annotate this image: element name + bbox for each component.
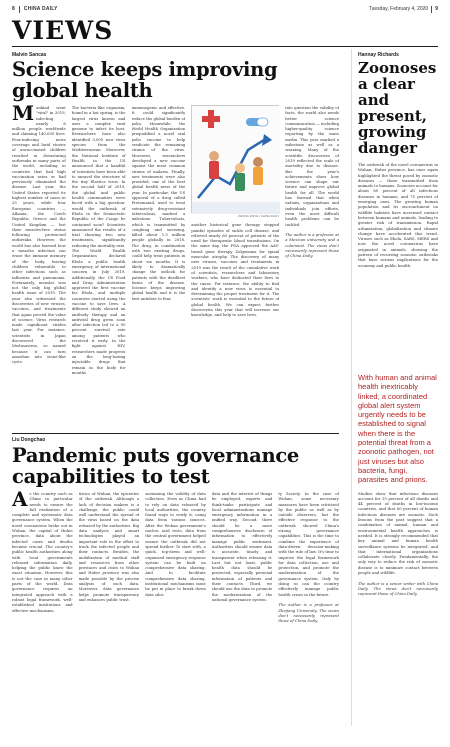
sidebar-body: The outbreak of the novel coronavirus in Wuhan, Hubei province, has once again highlighted the threat posed by zoonotic diseases — those transmitted from animals to humans. Zoonoses account for about 60 percent of all infectious diseases in humans, and 75 percent of emerging ones. The growing human population and its encroachment on wildlife habitats have increased contact between humans and animals, leading to greater risk of transmission. Rapid urbanization, globalization and climate change have accelerated this trend. Viruses such as Ebola, SARS, MERS and now the novel coronavirus have originated in animals, showing the pattern of recurring zoonotic outbreaks that have serious implications for the economy and public health.	[358, 162, 438, 268]
article-column-2	[79, 491, 140, 719]
column-text: immunogenic and effective. It could significantly reduce the global burden of polio. Meanwhile, the World Health Organization prequalified a novel oral polio vaccine to help eradicate the remaining strains of the virus. Moreover, researchers developed a new vaccine against the most common strains of malaria. Finally, new treatments were also provided, one of the best global health news of the year. In particular, the US approval of a drug called Pretomanid, used to treat extensively drug-resistant tuberculosis, marked a milestone. Tuberculosis, which is transmitted by coughing and sneezing, killed about 1.5 million people globally in 2018. The drug, in combination with two existing drugs, could help treat patients in about six months. It is likely to dramatically change the outlook for patients with the deadliest forms of the disease. Science keeps improving global health and it is the best antidote to fear.	[131, 105, 186, 301]
column-text: s the country such as China in particular needs to ensure the full realization of a complete and systematic data governance system. When the novel coronavirus broke out in Wuhan, the capital of Hubei province, data about the infected cases and deaths became crucial. The country's public health authorities along with local governments released information daily, helping the public know the exact situation. However, this is not the case in many other parts of the world. Data governance requires an integrated approach with a robust legal framework, well-established institutions and effective mechanisms.	[12, 491, 73, 613]
sidebar-headline: Zoonoses a clear and present, growing danger	[358, 59, 437, 157]
accent-bar	[431, 6, 432, 13]
illustration-art	[192, 106, 280, 214]
author-note: The author is a senior writer with China Daily. The views don't necessarily represent those of China Daily.	[358, 580, 438, 597]
article-headline: Science keeps improving global health	[12, 58, 278, 102]
sidebar-body: Studies show that infectious diseases account for 15 percent of all deaths and 44 percent of deaths in low-income countries, and that 60 percent of human infectious diseases are zoonotic. Such lessons from the past suggest that a combination of animal, human and environmental health approaches is needed. It is strongly recommended that key animal and human health surveillance systems be integrated, and that international organizations collaborate closely. Fundamentally, the only way to reduce the risk of zoonotic disease is to minimize contact between people and wildlife.	[358, 490, 438, 576]
column-text: data and the interest of things be employed, experts and think-tanks participate and local administrations manage emergency information in a unified way. Second, there should be a more comprehensive disclosure of information to effectively manage public sentiment. Authorities should ensure data is accurate, timely and transparent when releasing it. Last but not least, public health data should be protected, especially personal information of patients and their contacts. Third, we should use the data to promote the modernization of the national governance system.	[211, 491, 273, 602]
article-column-4	[212, 491, 273, 719]
pull-quote: With human and animal health inextricably linked, a coordinated global alert system urgently needs to be established to signal when there is the potential threat from a zoonotic pathogen, not just viruses but also bacteria, fungi, parasites and prions.	[358, 373, 437, 485]
sidebar-text-1	[358, 162, 438, 367]
article-byline: Malvin Sancas	[12, 52, 47, 58]
drop-cap: M	[12, 105, 35, 125]
article-column-5	[278, 491, 339, 719]
column-text: tistics of Wuhan, the epicenter of the outbreak. Although a lack of decision makers is a challenge, the public could well understand the spread of the virus based on the data released by the authorities. Big data analysis and smart technologies played an important role in the effort to track the infected people and their contacts. Besides, the mobilization of medical staff and resources from other provinces and cities to Wuhan and Hubei province was also made possible by the precise analysis of such data. Moreover, data governance helps promote transparency and enhances public trust.	[78, 491, 140, 602]
column-text: The bacteria-like organism, found in a hot spring, is the largest virus known and uses a complex viral genome to infect its host. Researchers have also identified 3,000 new virus species from the Mediterranean. Moreover, the National Institute of Health in the US announced that a handful of scientists have been able to unravel the structure of the tiny Elastics virus. In the second half of 2019, the global and public health communities were faced with a big question: would the outbreak of Ebola in the Democratic Republic of the Congo be contained soon? Scientists announced the results of a trial showing two new treatments, significantly reducing the mortality rate. The World Health Organization declared Ebola a public health emergency of international concern in July 2019. Additionally, the US Food and Drug Administration approved the first vaccine for Ebola, and multiple countries started using the vaccine to save lives. A different study showed an antibody therapy and an antiviral drug given soon after infection led to a 90 percent survival rate among patients who received it early. In the fight against HIV, researchers made progress on the long-lasting injectable drugs that remain in the body for months.	[71, 105, 126, 375]
article-column-4	[191, 105, 279, 417]
article-column-3	[145, 491, 206, 719]
masthead-bar	[12, 4, 438, 14]
accent-bar	[19, 6, 20, 13]
brand-name: CHINA DAILY	[23, 6, 58, 12]
sidebar-column	[351, 49, 438, 726]
article-byline: Liu Dongchao	[12, 437, 46, 443]
page-grid	[12, 49, 438, 726]
column-text: sustaining the validity of data collection. Even as China had to rely on data released by local authorities, the country found ways to verify it, using data from various sources. After the Wuhan government's nucleic acid tests, data from the central government helped ensure the outbreak did not spread further. To start with, a quick, top-down and well-organized emergency response system can be built on comprehensive data sharing. And to facilitate comprehensive data sharing, institutional mechanisms must be put in place to break down data silos.	[145, 491, 206, 597]
main-column	[12, 49, 339, 726]
masthead-left	[12, 6, 58, 13]
article-column-1	[12, 491, 73, 719]
page-number: 8	[12, 6, 15, 12]
column-text: another historical gene therapy stepped painful episodes of sickle cell disease, and relieved nearly 60 percent of patients of the need for therapeutic blood transfusions. On the same day, the FDA approved the AAV-based gene therapy Zolgensma for spinal muscular atrophy. The discovery of many new viruses, vaccines and treatments in 2019 was the result of the cumulative work of scientists, researchers and laboratory workers, who have dedicated their lives to the cause. For instance, the ability to find and identify a new virus is essential to determining the proper treatment for it. The scientists' work is essential to the future of global health. We can expect further discoveries this year that will increase our knowledge, and help to save lives.	[191, 222, 280, 318]
masthead-right	[369, 6, 438, 13]
article-pandemic	[12, 437, 339, 719]
article-divider	[12, 433, 339, 434]
column-text: ty Society. In the case of Wuhan, some necessary measures have been criticized by the public as well as by outside observers, but the effective response to the outbreak showed China's strong governance capabilities. This is the time to combine the experience of data-driven decision-making with the rule of law. It's time to improve the legal framework for data collection, use and protection, and promote the modernization of the governance system. Only by doing so can the country effectively manage public health crises in the future.	[278, 491, 339, 597]
section-title: VIEWS	[12, 16, 114, 45]
photo-credit: ZHONG JINYE / CHINA DAILY	[238, 214, 280, 218]
date-line: Tuesday, February 4, 2020	[368, 6, 429, 12]
article-science	[12, 52, 339, 427]
author-note: The author is a professor at Zhejiang University. The views don't necessarily represent those of China Daily.	[278, 602, 339, 624]
article-columns	[12, 105, 339, 417]
article-column-3	[132, 105, 186, 417]
article-headline: Pandemic puts governance capabilities to test	[12, 444, 300, 488]
right-page-number: 9	[435, 6, 438, 12]
section-rule	[12, 46, 438, 47]
article-column-2	[72, 105, 126, 417]
sidebar-byline: Hannay Richards	[358, 52, 399, 58]
article-columns	[12, 491, 339, 719]
article-column-1	[12, 105, 66, 417]
column-text: into question the validity of facts, the world also needs better science communication — including higher-quality science reporting by the mass media. This year marked a milestone as well as a warning. Many of the scientific discoveries of 2019 reflected the scale of mortality due to disease. But the year's achievements show how science can shape our future and improve global health for all. The world has learned that when nations, organizations and individuals join efforts, even the most difficult health problems can be tackled.	[285, 105, 339, 227]
illustration	[191, 105, 279, 213]
column-text: ankind went "viral" in 2019, infecting nearly 8 million people worldwide and claiming 140,000 lives. Fear-inducing news coverage and lurid stories of unvaccinated children resulted in devastating outbreaks in many parts of the world, including in countries that had high vaccination rates or had previously eliminated the disease. Last year, the United States reported its highest number of cases in 25 years, while four European countries — Albania, the Czech Republic, Greece and the United Kingdom — lost their measles-free status following protracted outbreaks. However, the world has also learned how a measles infection can erase the immune memory of the body, leaving children vulnerable to other infections such as influenza and pneumonia. Fortunately, measles was not the only big global health issue of 2019. The year also witnessed the discoveries of new viruses, vaccines, and treatments that again proved the value of science. Virus research made significant strides last year. For instance, scientists in Japan discovered the Medusavirus, so named because it can turn amoebae into stone-like cysts.	[12, 105, 66, 365]
author-note: The author is a professor at a Mexican university and a columnist. The views don't necessarily represent those of China Daily.	[285, 232, 339, 259]
sidebar-text-2	[358, 491, 438, 726]
article-column-5	[285, 105, 339, 417]
drop-cap: A	[12, 491, 28, 511]
